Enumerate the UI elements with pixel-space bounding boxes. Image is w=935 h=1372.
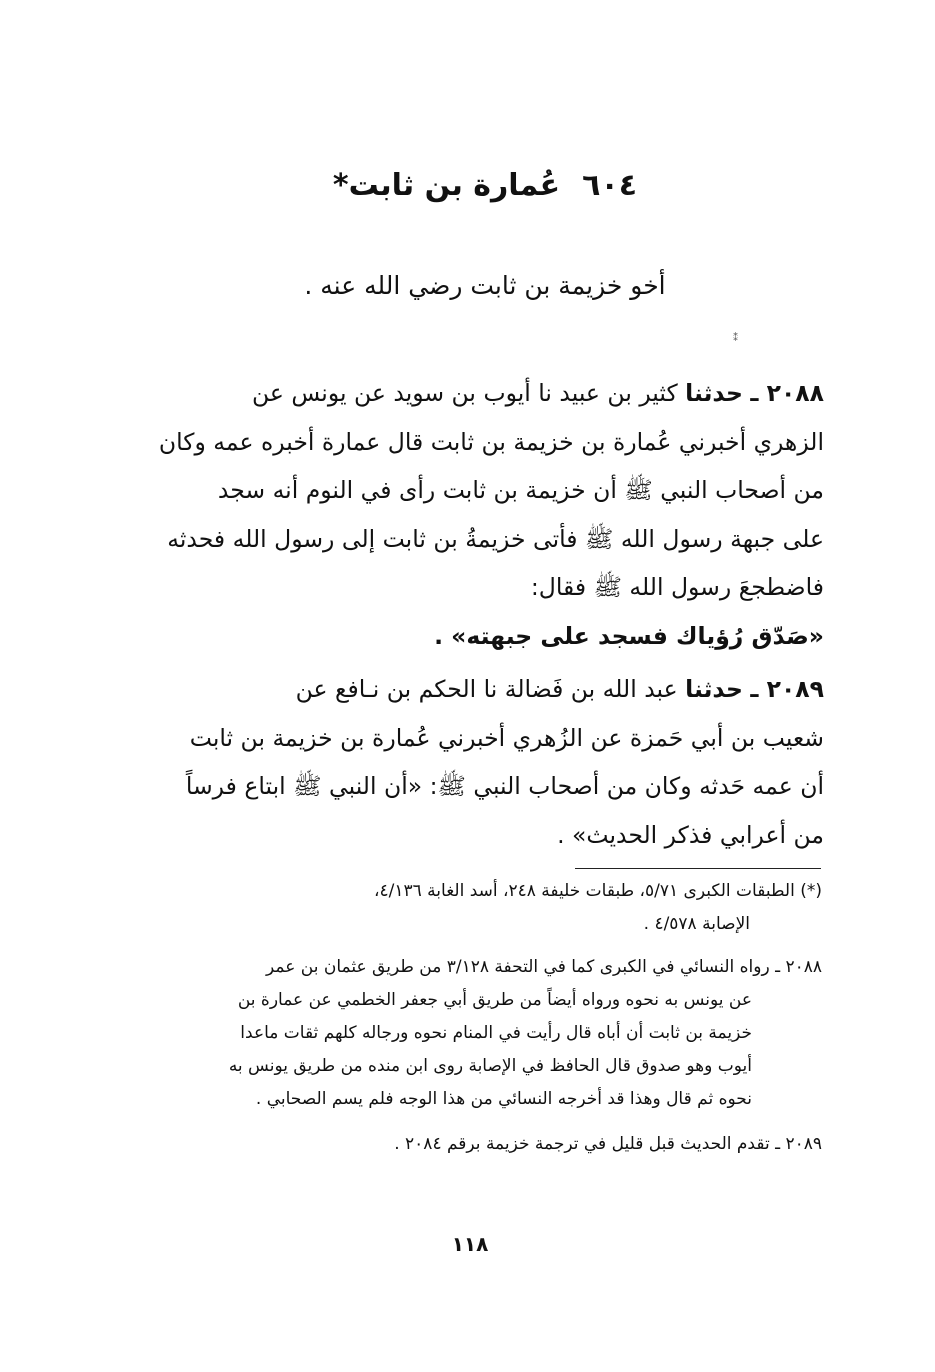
hadith-line: الزهري أخبرني عُمارة بن خزيمة بن ثابت قال عمارة أخبره عمه وكان <box>158 427 824 456</box>
footnote-line: الإصابة ٤/٥٧٨ . <box>643 914 750 934</box>
hadith-line: من أعرابي فذكر الحديث» . <box>557 820 824 849</box>
hadith-2089 <box>152 665 824 859</box>
hadith-2088 <box>152 369 824 660</box>
hadith-line <box>152 665 824 714</box>
footnote-2089 <box>150 1128 822 1161</box>
footnote-line: ٢٠٨٩ ـ تقدم الحديث قبل قليل في ترجمة خزيمة برقم ٢٠٨٤ . <box>394 1134 822 1154</box>
margin-mark: ⁑ <box>733 333 738 344</box>
chapter-heading <box>150 162 820 210</box>
hadith-number: ٢٠٨٨ ـ <box>750 379 824 407</box>
hadith-line-text: عبد الله بن فَضالة نا الحكم بن نـافع عن <box>295 675 678 703</box>
hadith-lead-word: حدثنا <box>685 379 743 407</box>
hadith-line-text: كثير بن عبيد نا أيوب بن سويد عن يونس عن <box>251 379 678 407</box>
chapter-number: ٦٠٤ <box>582 168 638 203</box>
hadith-line: فاضطجعَ رسول الله ﷺ فقال: <box>530 573 824 601</box>
footnote-2088 <box>150 951 822 1116</box>
hadith-lead-word: حدثنا <box>685 675 743 703</box>
hadith-quote: «صَدّق رُؤياك فسجد على جبهته» . <box>434 621 824 650</box>
footnote-line: (*) الطبقات الكبرى ٥/٧١، طبقات خليفة ٢٤٨، أسد الغابة ٤/١٣٦، <box>374 881 822 901</box>
biography-intro: أخو خزيمة بن ثابت رضي الله عنه . <box>304 271 666 300</box>
page-number: ١١٨ <box>451 1232 489 1256</box>
footnote-line: أيوب وهو صدوق قال الحافظ في الإصابة روى ابن منده من طريق يونس به <box>228 1056 752 1076</box>
footnote-line: نحوه ثم قال وهذا قد أخرجه النسائي من هذا الوجه فلم يسم الصحابي . <box>255 1089 752 1109</box>
footnote-divider <box>575 868 821 869</box>
footnote-sources <box>150 875 822 941</box>
footnote-line: عن يونس به نحوه ورواه أيضاً من طريق أبي جعفر الخطمي عن عمارة بن <box>237 990 752 1010</box>
hadith-line <box>152 369 824 418</box>
hadith-line: شعيب بن أبي حَمزة عن الزُهري أخبرني عُمارة بن خزيمة بن ثابت <box>189 723 824 752</box>
hadith-line: على جبهة رسول الله ﷺ فأتى خزيمةُ بن ثابت إلى رسول الله فحدثه <box>167 524 824 553</box>
hadith-line: من أصحاب النبي ﷺ أن خزيمة بن ثابت رأى في النوم أنه سجد <box>217 476 824 504</box>
hadith-line: أن عمه حَدثه وكان من أصحاب النبي ﷺ: «أن النبي ﷺ ابتاع فرساً <box>185 772 824 800</box>
chapter-title-text: عُمارة بن ثابت* <box>332 168 561 203</box>
footnotes <box>150 875 822 1161</box>
footnote-line: خزيمة بن ثابت أن أباه قال رأيت في المنام نحوه ورجاله كلهم ثقات ماعدا <box>240 1023 752 1043</box>
hadith-number: ٢٠٨٩ ـ <box>750 675 824 703</box>
footnote-line: ٢٠٨٨ ـ رواه النسائي في الكبرى كما في التحفة ٣/١٢٨ من طريق عثمان بن عمر <box>266 957 822 977</box>
